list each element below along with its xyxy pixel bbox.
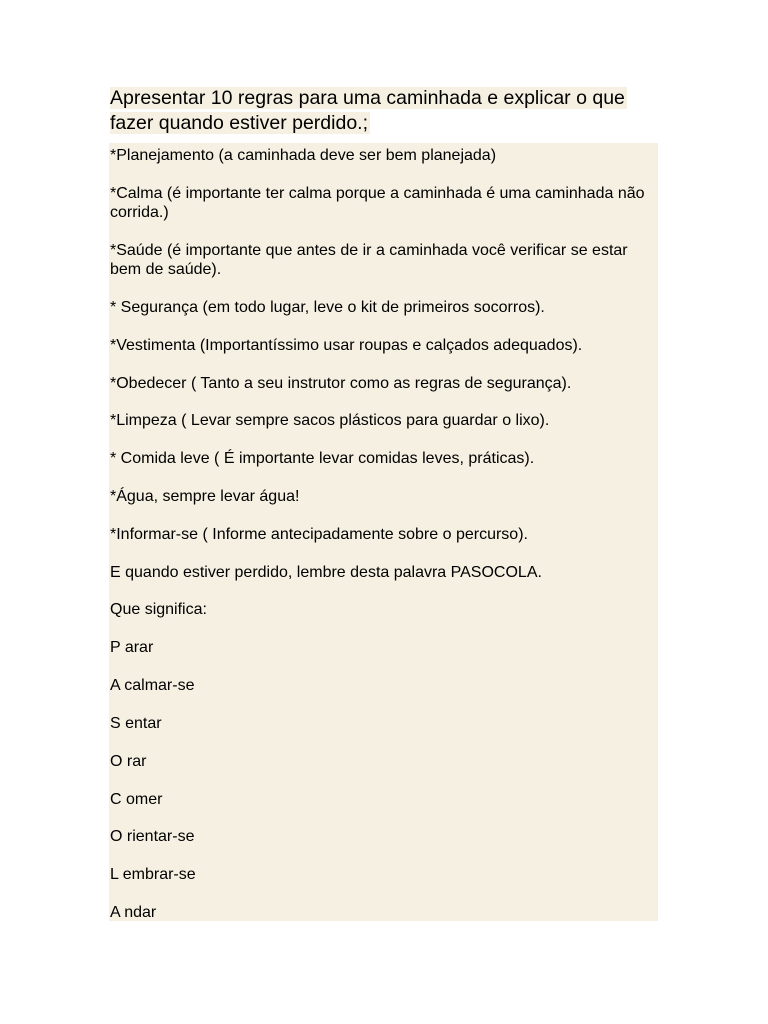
acronym-item: O rar <box>110 753 147 770</box>
rule-item: *Calma (é importante ter calma porque a caminhada é uma caminhada não corrida.) <box>110 185 645 221</box>
rule-item: *Vestimenta (Importantíssimo usar roupas e calçados adequados). <box>110 337 583 354</box>
rule-item: * Comida leve ( É importante levar comidas leves, práticas). <box>110 450 535 467</box>
title-text: Apresentar 10 regras para uma caminhada e explicar o que fazer quando estiver perdido.; <box>110 87 625 134</box>
acronym-item: L embrar-se <box>110 866 196 883</box>
acronym-item: A ndar <box>110 904 157 921</box>
rule-item: * Segurança (em todo lugar, leve o kit de primeiros socorros). <box>110 299 545 316</box>
document-title <box>110 86 630 136</box>
rule-item: *Informar-se ( Informe antecipadamente sobre o percurso). <box>110 526 528 543</box>
rule-item: *Obedecer ( Tanto a seu instrutor como as regras de segurança). <box>110 375 572 392</box>
acronym-item: A calmar-se <box>110 677 195 694</box>
rule-item: *Limpeza ( Levar sempre sacos plásticos para guardar o lixo). <box>110 412 550 429</box>
rule-item: *Água, sempre levar água! <box>110 488 300 505</box>
rule-item: *Planejamento (a caminhada deve ser bem planejada) <box>110 147 497 164</box>
acronym-item: P arar <box>110 639 154 656</box>
acronym-item: O rientar-se <box>110 828 195 845</box>
lost-intro: E quando estiver perdido, lembre desta palavra PASOCOLA. <box>110 564 542 581</box>
meaning-label: Que significa: <box>110 601 207 618</box>
acronym-item: C omer <box>110 791 163 808</box>
acronym-item: S entar <box>110 715 162 732</box>
rule-item: *Saúde (é importante que antes de ir a caminhada você verificar se estar bem de saúde). <box>110 242 628 278</box>
